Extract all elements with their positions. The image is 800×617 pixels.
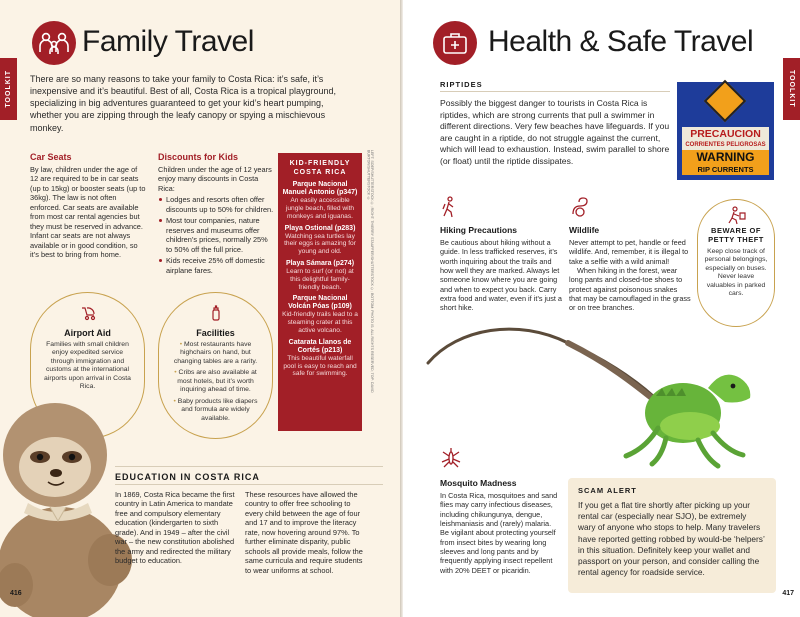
sign-line-3: WARNING	[682, 150, 769, 164]
stroller-icon	[79, 305, 97, 321]
hiker-icon	[440, 196, 458, 218]
scam-alert-heading: SCAM ALERT	[578, 486, 637, 495]
discount-bullet: Kids receive 25% off domestic airplane fares.	[158, 256, 274, 275]
wildlife-section	[569, 225, 691, 313]
kid-place-desc: Watching sea turtles lay their eggs is amazing for young and old.	[284, 232, 356, 256]
facilities-heading: Facilities	[196, 328, 235, 338]
sign-line-2: CORRIENTES PELIGROSAS	[682, 141, 769, 150]
page-title-health-safe-travel: Health & Safe Travel	[488, 25, 754, 58]
photo-credit: LEFT: SOEP/SHUTTERSTOCK ©; RIGHT: THIERRY STAUFFER/SHUTTERSTOCK ©; BOTTOM: PHOTO IS: ALL RIGHTS RESERVED; TOP: DAVID BURTON/SHUTTERSTOCK ©	[366, 150, 374, 393]
kid-place-name: Catarata Llanos de Cortés (p213)	[288, 338, 352, 354]
petty-theft-pill	[697, 199, 775, 327]
riptides-text: Possibly the biggest danger to tourists in Costa Rica is riptides, which are strong currents that pull a swimmer in different directions. Very few beaches have lifeguards. If you are caught in a riptide, do not struggle against the current, which will lead to exhaustion. Instead, swim parallel to shore (or float) until the riptide dissipates.	[440, 98, 670, 166]
mosquito-heading: Mosquito Madness	[440, 478, 517, 488]
education-bottom-rule	[115, 484, 383, 485]
iguana-image	[428, 318, 778, 478]
first-aid-kit-icon	[433, 21, 477, 65]
kid-friendly-heading: KID-FRIENDLY COSTA RICA	[289, 160, 351, 177]
rip-current-warning-sign	[677, 82, 774, 180]
facility-bullet: • Cribs are also available at most hotels, but it’s worth inquiring ahead of time.	[167, 369, 264, 394]
kid-place-desc: This beautiful waterfall pool is easy to reach and safe for swimming.	[283, 354, 357, 378]
kid-place-name: Playa Ostional (p283)	[284, 224, 356, 232]
toolkit-tab-right[interactable]	[783, 58, 800, 120]
discounts-intro: Children under the age of 12 years enjoy many discounts in Costa Rica:	[158, 165, 272, 193]
discount-bullet: Most tour companies, nature reserves and museums offer children’s prices, normally 25% to 50% off the full price.	[158, 216, 274, 254]
education-heading: EDUCATION IN COSTA RICA	[115, 472, 260, 482]
page-title-family-travel: Family Travel	[82, 25, 254, 58]
baby-bottle-icon	[207, 305, 225, 321]
kid-friendly-box	[278, 153, 362, 431]
swimmer-warning-icon	[704, 80, 746, 122]
hiking-heading: Hiking Precautions	[440, 225, 517, 235]
family-icon	[32, 21, 76, 65]
sign-line-1: PRECAUCION	[682, 127, 769, 141]
wildlife-heading: Wildlife	[569, 225, 600, 235]
mosquito-text: In Costa Rica, mosquitoes and sand flies may carry infectious diseases, including chikungunya, dengue, leishmaniasis and (rarely) malaria. Be vigilant about protecting yourself from insect bites by wearing long sleeves and long pants and by frequently applying insect repellent with 20% DEET or picaridin.	[440, 491, 558, 575]
wildlife-text-2: When hiking in the forest, wear long pants and closed-toe shoes to protect against poisonous snakes that may be camouflaged in the grass or on tree branches.	[569, 265, 691, 313]
kid-place-desc: Kid-friendly trails lead to a steaming crater at this active volcano.	[282, 311, 358, 334]
toolkit-tab-label: TOOLKIT	[788, 70, 795, 108]
page-number-right: 417	[782, 590, 794, 597]
snake-icon	[569, 196, 591, 218]
hiking-text: Be cautious about hiking without a guide. In less trafficked reserves, it’s worth inquiring about the trails and how well they are marked. Always let someone know where you are going and when to expect you back. Carry extra food and water, even if it’s just a short hike.	[440, 238, 562, 313]
discount-bullet: Lodges and resorts often offer discounts up to 50% for children.	[158, 195, 274, 214]
facility-bullet: • Baby products like diapers and formula are widely available.	[167, 398, 264, 423]
petty-theft-text: Keep close track of personal belongings, especially on buses. Never leave valuables in parked cars.	[704, 248, 768, 298]
discounts-heading: Discounts for Kids	[158, 152, 239, 162]
kid-place-name: Parque Nacional Manuel Antonio (p347)	[282, 181, 358, 197]
airport-aid-heading: Airport Aid	[64, 328, 111, 338]
riptides-rule	[440, 91, 670, 92]
facilities-pill	[158, 292, 273, 439]
toolkit-tab-label: TOOLKIT	[5, 70, 12, 108]
car-seats-text: By law, children under the age of 12 are required to be in car seats (up to 15kg) or booster seats (up to 36kg). The law is not often enforced. Car seats are available from most car rental agencies but they must be reserved in advance. Infant car seats are not always available or in good condition, so it’s best to bring from home.	[30, 165, 146, 260]
scam-alert-text: If you get a flat tire shortly after picking up your rental car (especially near SJO), be extremely wary of anyone who stops to help. Many travelers have reported getting robbed by would-be ‘helpers’ in this situation. Definitely keep your wallet and passport on your person, and consider calling the rental agency for roadside service.	[578, 500, 765, 578]
mosquito-section	[440, 478, 558, 575]
education-col-1: In 1869, Costa Rica became the first country in Latin America to mandate free and compulsory elementary education (kindergarten to sixth grade). And in 1949 – after the civil war – the new constitution abolished the army and redirected the military budget to education.	[115, 490, 235, 566]
education-col-2: These resources have allowed the country to offer free schooling to every child between the age of four and 17 and to improve the literacy rate, now hovering around 97%. To further eliminate disparity, public schools all provide meals, follow the same curricula and require students to wear uniforms at school.	[245, 490, 363, 575]
sign-line-4: RIP CURRENTS	[682, 164, 769, 175]
toolkit-tab-left[interactable]	[0, 58, 17, 120]
family-intro: There are so many reasons to take your family to Costa Rica: it’s safe, it’s inexpensive and it’s beautiful. Best of all, Costa Rica is a tropical playground, specializing in big adventures guaranteed to get your kid’s heart pumping, whether you are zipping through the leafy canopy or spying a mischievous monkey.	[30, 74, 337, 133]
kid-place-desc: Learn to surf (or not) at this delightful family-friendly beach.	[286, 267, 354, 291]
facility-bullet: • Most restaurants have highchairs on hand, but changing tables are a rarity.	[167, 341, 264, 366]
kid-place-name: Parque Nacional Volcán Póas (p109)	[288, 295, 352, 311]
riptides-heading: RIPTIDES	[440, 80, 483, 89]
hiking-section	[440, 225, 562, 313]
petty-theft-heading: BEWARE OF PETTY THEFT	[708, 226, 764, 244]
page-number-left: 416	[10, 590, 22, 597]
car-seats-section	[30, 152, 147, 260]
car-seats-heading: Car Seats	[30, 152, 72, 162]
scam-alert-box	[568, 478, 776, 593]
mosquito-icon	[440, 446, 462, 468]
kid-place-name: Playa Sámara (p274)	[285, 259, 355, 267]
education-top-rule	[115, 466, 383, 467]
discounts-section	[158, 152, 274, 275]
right-page	[403, 0, 800, 617]
kid-place-desc: An easily accessible jungle beach, filled with monkeys and iguanas.	[285, 197, 355, 220]
wildlife-text-1: Never attempt to pet, handle or feed wildlife. And, remember, it is illegal to take a selfie with a wild animal!	[569, 238, 689, 266]
airport-aid-text: Families with small children enjoy expedited service through immigration and customs at the international airports upon arrival in Costa Rica.	[44, 341, 131, 391]
thief-icon	[726, 206, 748, 224]
